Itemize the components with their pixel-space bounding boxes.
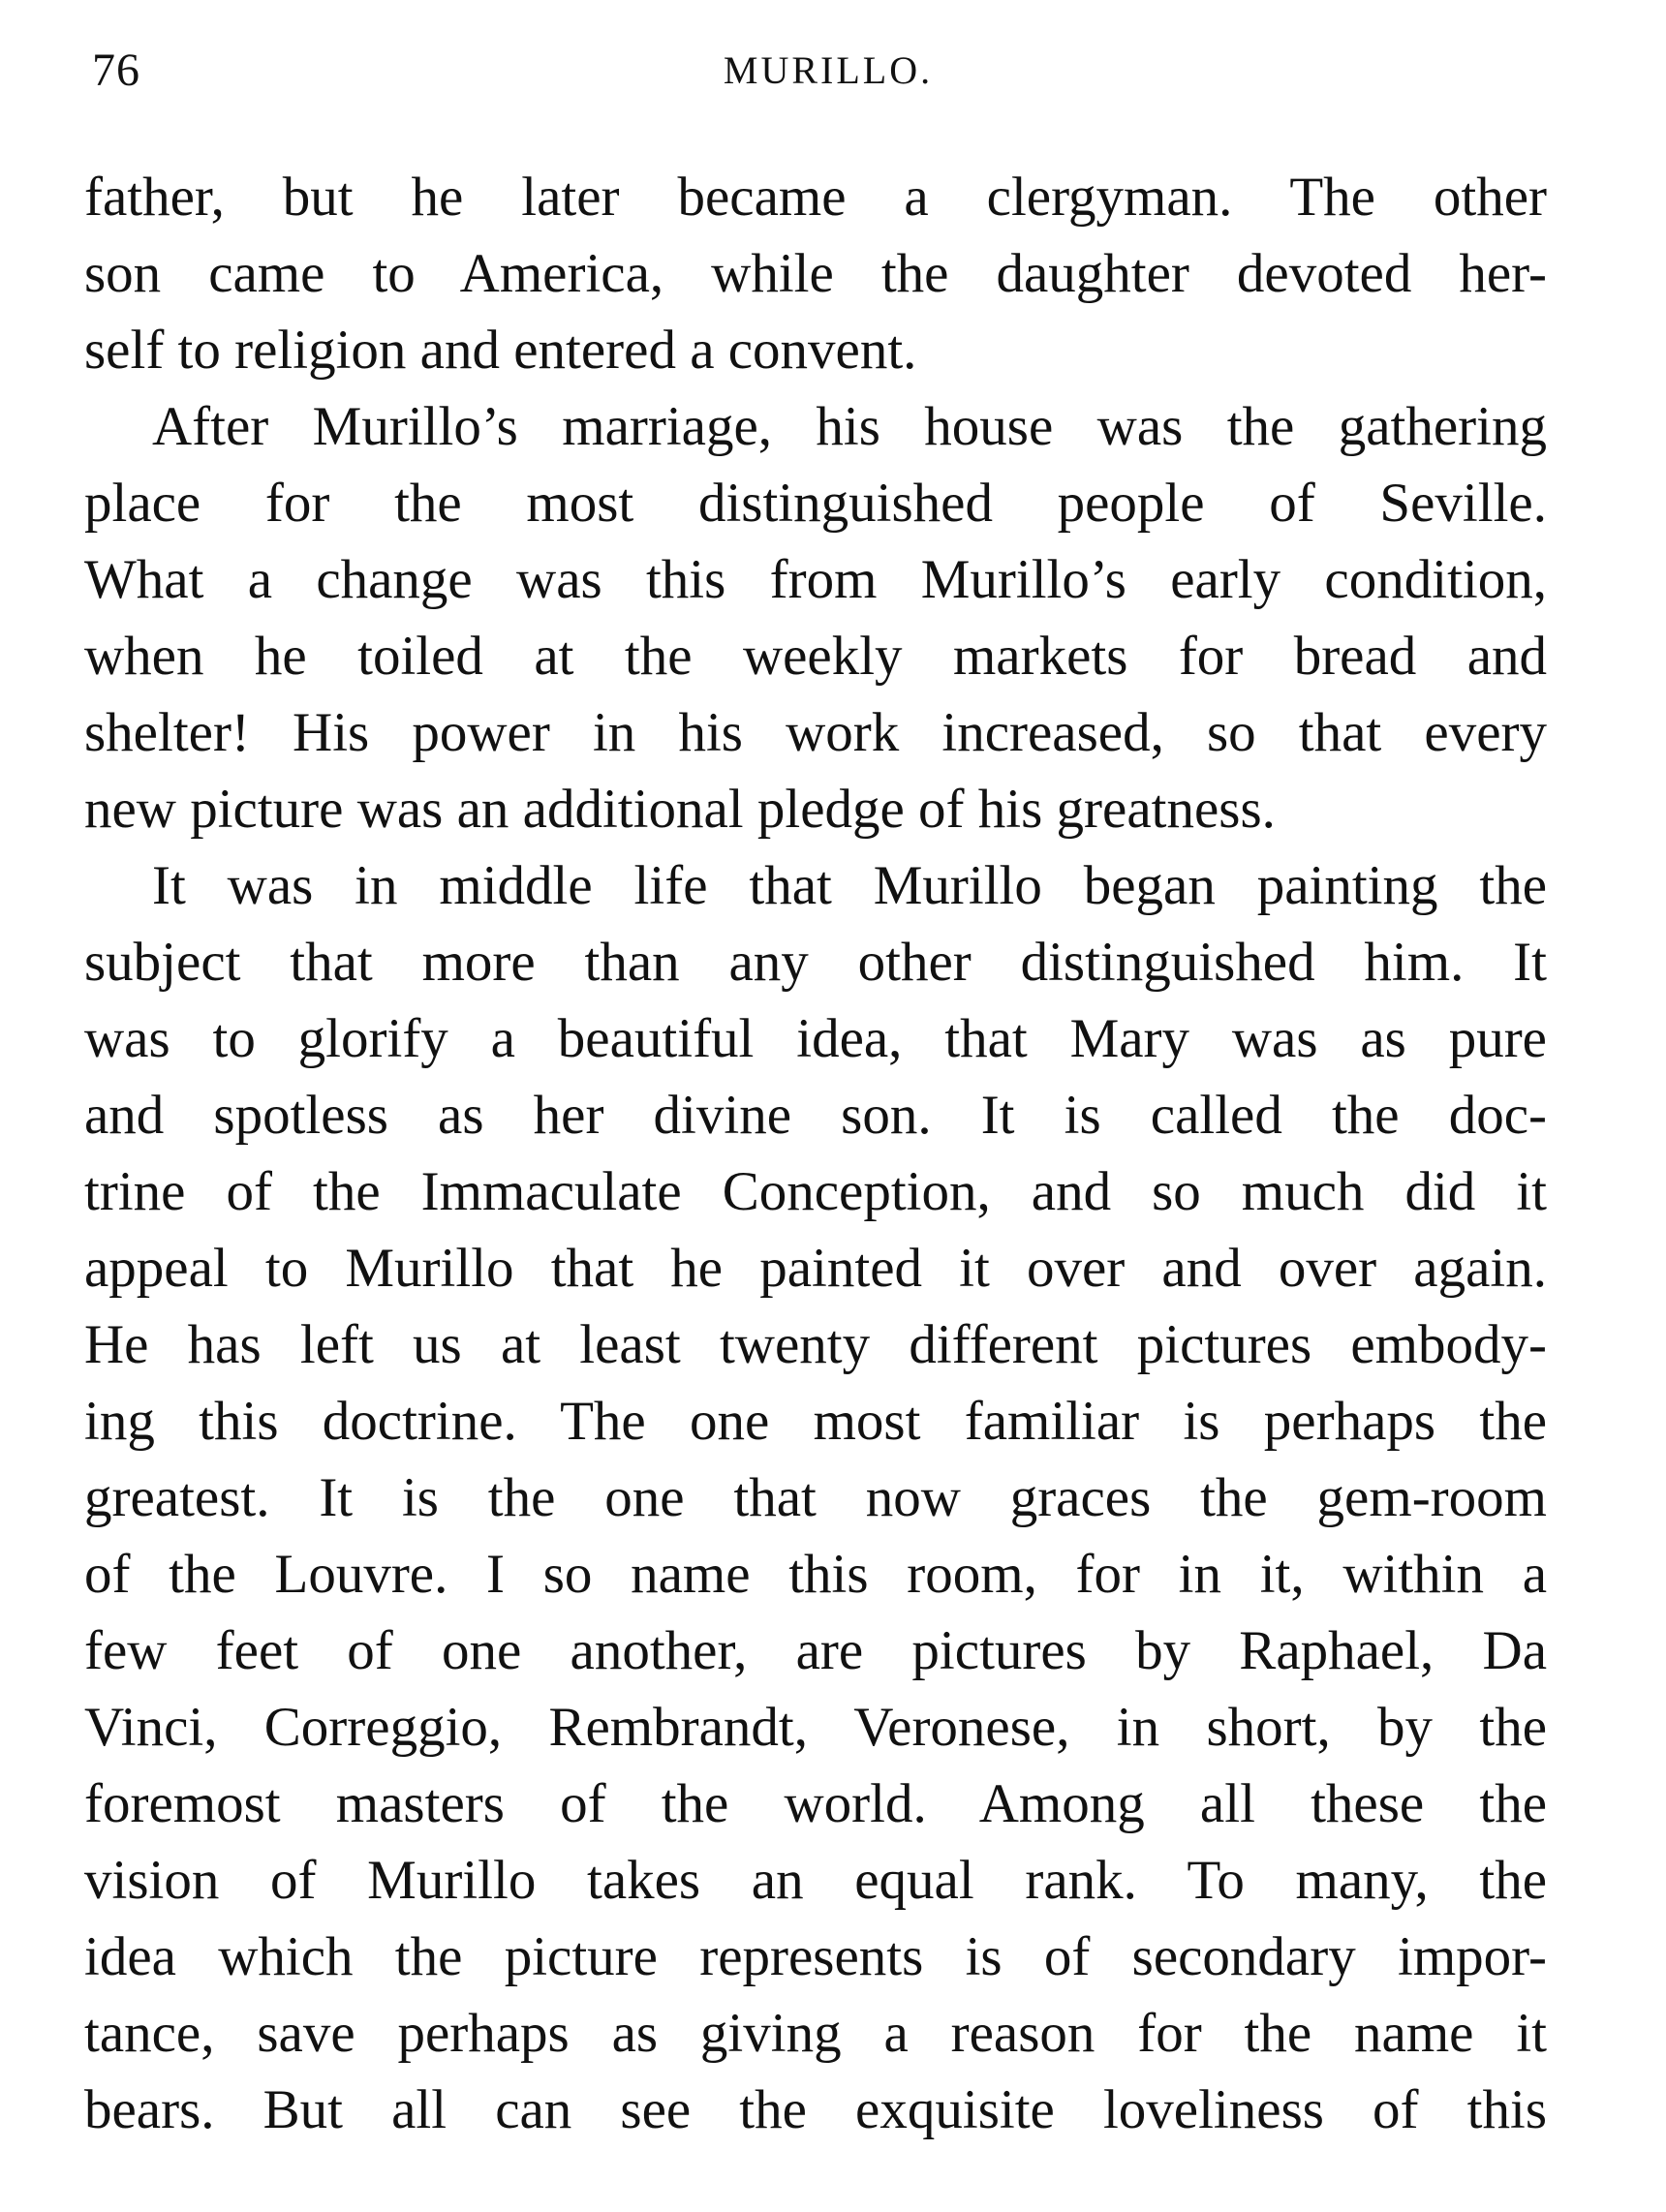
text-line: shelter! His power in his work increased, so that every <box>84 702 1547 763</box>
text-line: trine of the Immaculate Conception, and so much did it <box>84 1161 1547 1222</box>
text-line: tance, save perhaps as giving a reason for the name it <box>84 2003 1547 2064</box>
running-head <box>92 37 1564 105</box>
text-line: appeal to Murillo that he painted it over and over again. <box>84 1238 1547 1299</box>
text-line: son came to America, while the daughter devoted her- <box>84 243 1547 304</box>
text-line: After Murillo’s marriage, his house was the gathering <box>152 396 1547 457</box>
text-line: vision of Murillo takes an equal rank. To many, the <box>84 1850 1547 1911</box>
text-line: was to glorify a beautiful idea, that Mary was as pure <box>84 1008 1547 1069</box>
text-line: greatest. It is the one that now graces the gem-room <box>84 1467 1547 1528</box>
text-line: of the Louvre. I so name this room, for in it, within a <box>84 1544 1547 1605</box>
page-number: 76 <box>92 45 140 96</box>
text-line: place for the most distinguished people of Seville. <box>84 473 1547 534</box>
body-text <box>84 159 1547 2148</box>
text-line: self to religion and entered a convent. <box>84 320 917 381</box>
text-line: foremost masters of the world. Among all these the <box>84 1773 1547 1834</box>
running-title: MURILLO. <box>723 48 934 92</box>
text-line: few feet of one another, are pictures by Raphael, Da <box>84 1620 1547 1681</box>
text-line: Vinci, Correggio, Rembrandt, Veronese, in short, by the <box>84 1697 1547 1758</box>
text-line: subject that more than any other distinguished him. It <box>84 932 1547 993</box>
text-line: He has left us at least twenty different pictures embody- <box>84 1314 1547 1375</box>
text-line: new picture was an additional pledge of his greatness. <box>84 779 1276 840</box>
text-line: when he toiled at the weekly markets for bread and <box>84 626 1547 687</box>
text-line: It was in middle life that Murillo began painting the <box>152 855 1547 916</box>
text-line: father, but he later became a clergyman. The other <box>84 167 1547 228</box>
text-line: What a change was this from Murillo’s early condition, <box>84 549 1547 610</box>
text-line: ing this doctrine. The one most familiar is perhaps the <box>84 1391 1547 1452</box>
text-line: and spotless as her divine son. It is called the doc- <box>84 1085 1547 1146</box>
text-line: bears. But all can see the exquisite loveliness of this <box>84 2079 1547 2140</box>
text-line: idea which the picture represents is of secondary impor- <box>84 1926 1547 1987</box>
